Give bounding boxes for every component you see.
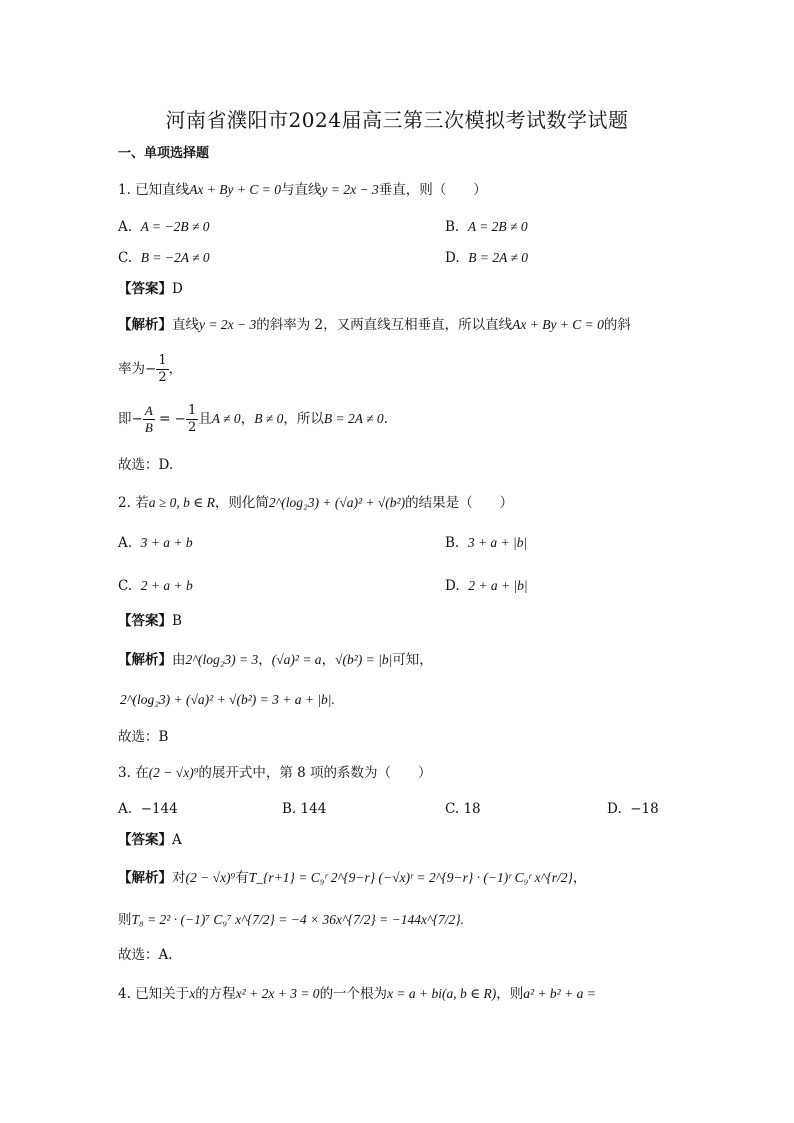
choose-line: 故选：D. (118, 457, 174, 473)
option-text: −18 (630, 801, 659, 817)
question-1-stem (118, 180, 487, 200)
analysis-text: 且 (198, 411, 212, 427)
analysis-text: 有 (235, 870, 249, 886)
minus-sign: − (145, 361, 157, 377)
math-expression: a² + b² + a = (523, 986, 596, 1001)
fraction (186, 403, 198, 436)
analysis-text: 可知， (392, 652, 433, 668)
option-label: B. (445, 219, 460, 235)
option-c (445, 799, 481, 819)
option-b (445, 533, 527, 553)
answer-value: A (172, 832, 182, 848)
option-label: D. (607, 801, 622, 817)
option-a (118, 217, 210, 237)
option-label: B. (445, 535, 460, 551)
option-text: B = −2A ≠ 0 (140, 250, 210, 265)
stem-text: 与直线 (281, 182, 322, 198)
analysis-text: 则 (118, 912, 132, 928)
option-label: C. (118, 250, 133, 266)
analysis-line (118, 315, 631, 335)
option-text: 144 (300, 801, 327, 817)
option-label: A. (118, 535, 133, 551)
option-label: D. (445, 250, 460, 266)
math-expression: (√a)² = a (271, 652, 322, 667)
option-label: A. (118, 801, 133, 817)
option-b (282, 799, 326, 819)
analysis-text: 的斜率为 2，又两直线互相垂直，所以直线 (256, 317, 513, 333)
math-expression: Ax + By + C = 0 (512, 317, 604, 332)
math-expression: T₈ = 2² · (−1)⁷ C₉⁷ x^{7/2} = −4 × 36x^{7/2} = −144x^{7/2}. (131, 912, 465, 927)
stem-text: 的方程 (195, 986, 236, 1002)
stem-text: 的展开式中，第 8 项的系数为（ ） (198, 765, 432, 781)
stem-text: 在 (135, 765, 149, 781)
choose-line: 故选：B (118, 729, 169, 745)
analysis-text: 由 (172, 652, 186, 668)
math-expression: y = 2x − 3 (199, 317, 257, 332)
option-text: 2 + a + b (140, 578, 193, 593)
page-title: 河南省濮阳市2024届高三第三次模拟考试数学试题 (165, 108, 629, 132)
option-text: −144 (140, 801, 178, 817)
numerator: A (144, 403, 153, 418)
math-expression: B ≠ 0 (254, 411, 284, 426)
answer-tag: 【答案】 (118, 281, 172, 297)
option-c (118, 576, 193, 596)
math-expression: x² + 2x + 3 = 0 (235, 986, 320, 1001)
stem-text: ，则 (496, 986, 524, 1002)
analysis-text: ， (168, 361, 183, 377)
analysis-line: 2^(log₂3) + (√a)² + √(b²) = 3 + a + |b|. (120, 692, 335, 707)
option-text: B = 2A ≠ 0 (468, 250, 529, 265)
question-number: 1. (118, 182, 131, 198)
answer-value: B (172, 613, 182, 629)
analysis-text: . (383, 411, 388, 427)
numerator: 1 (187, 403, 197, 418)
math-expression: A ≠ 0 (211, 411, 241, 426)
math-expression: Ax + By + C = 0 (189, 182, 281, 197)
question-number: 4. (118, 986, 131, 1002)
analysis-line (118, 868, 586, 888)
question-number: 2. (118, 495, 131, 511)
minus-sign: − (131, 411, 143, 427)
question-3-stem (118, 763, 432, 783)
analysis-line (118, 650, 433, 670)
option-c (118, 248, 210, 268)
math-expression: (2 − √x)⁹ (148, 765, 199, 780)
analysis-text: 对 (172, 870, 186, 886)
math-expression: 2^(log₂3) + (√a)² + √(b²) (268, 495, 406, 510)
analysis-tag: 【解析】 (118, 317, 172, 333)
question-number: 3. (118, 765, 131, 781)
analysis-line (118, 352, 182, 386)
analysis-text: 即 (118, 411, 132, 427)
option-label: D. (445, 578, 460, 594)
analysis-text: ， (321, 652, 336, 668)
option-text: 2 + a + |b| (468, 578, 528, 593)
analysis-tag: 【解析】 (118, 652, 172, 668)
math-expression: x = a + bi(a, b ∈ R) (387, 986, 497, 1001)
stem-text: 已知关于 (135, 986, 190, 1002)
option-a (118, 533, 193, 553)
math-expression: T_{r+1} = C₉ʳ 2^{9−r} (−√x)ʳ = 2^{9−r} · (−1)ʳ C₉ʳ x^{r/2} (248, 870, 573, 885)
stem-text: 的结果是（ ） (405, 495, 514, 511)
option-d (445, 248, 528, 268)
choose-line: 故选：A. (118, 947, 173, 963)
option-text: A = 2B ≠ 0 (467, 219, 528, 234)
analysis-text: ， (240, 411, 255, 427)
answer-tag: 【答案】 (118, 832, 172, 848)
section-heading: 一、单项选择题 (118, 146, 210, 161)
stem-text: 的一个根为 (319, 986, 388, 1002)
option-label: B. (282, 801, 297, 817)
stem-text: ，则化简 (214, 495, 269, 511)
option-b (445, 217, 528, 237)
equals-sign: = (159, 411, 171, 427)
analysis-text: 直线 (172, 317, 199, 333)
answer-value: D (172, 281, 183, 297)
math-expression: a ≥ 0, b ∈ R (148, 495, 215, 510)
math-expression: x (189, 986, 196, 1001)
stem-text: 若 (135, 495, 149, 511)
analysis-tag: 【解析】 (118, 870, 172, 886)
math-expression: √(b²) = |b| (335, 652, 393, 667)
analysis-text: ， (258, 652, 272, 668)
option-d (607, 799, 659, 819)
answer-line (118, 830, 182, 850)
answer-tag: 【答案】 (118, 613, 172, 629)
minus-sign: − (174, 411, 186, 427)
denominator: 2 (187, 420, 197, 435)
question-4-stem (118, 984, 596, 1004)
option-text: 3 + a + |b| (467, 535, 528, 550)
math-expression: (2 − √x)⁹ (185, 870, 236, 885)
math-expression: y = 2x − 3 (321, 182, 379, 197)
fraction (143, 403, 155, 436)
analysis-text: 的斜 (603, 317, 631, 333)
option-label: C. (445, 801, 460, 817)
analysis-line (118, 910, 464, 930)
option-text: 18 (463, 801, 481, 817)
option-text: A = −2B ≠ 0 (140, 219, 210, 234)
analysis-text: 率为 (118, 361, 145, 377)
denominator: 2 (158, 370, 167, 385)
option-text: 3 + a + b (140, 535, 193, 550)
denominator: B (144, 420, 153, 435)
question-2-stem (118, 493, 513, 513)
math-expression: B = 2A ≠ 0 (323, 411, 384, 426)
answer-line (118, 279, 183, 299)
option-d (445, 576, 528, 596)
analysis-text: ，所以 (283, 411, 324, 427)
stem-text: 已知直线 (135, 182, 190, 198)
stem-text: 垂直，则（ ） (378, 182, 487, 198)
fraction (156, 353, 168, 386)
analysis-text: ， (572, 870, 587, 886)
math-expression: 2^(log₂3) = 3 (185, 652, 259, 667)
numerator: 1 (158, 353, 167, 368)
answer-line (118, 611, 182, 631)
option-label: C. (118, 578, 133, 594)
option-label: A. (118, 219, 133, 235)
analysis-line (118, 402, 388, 436)
option-a (118, 799, 178, 819)
